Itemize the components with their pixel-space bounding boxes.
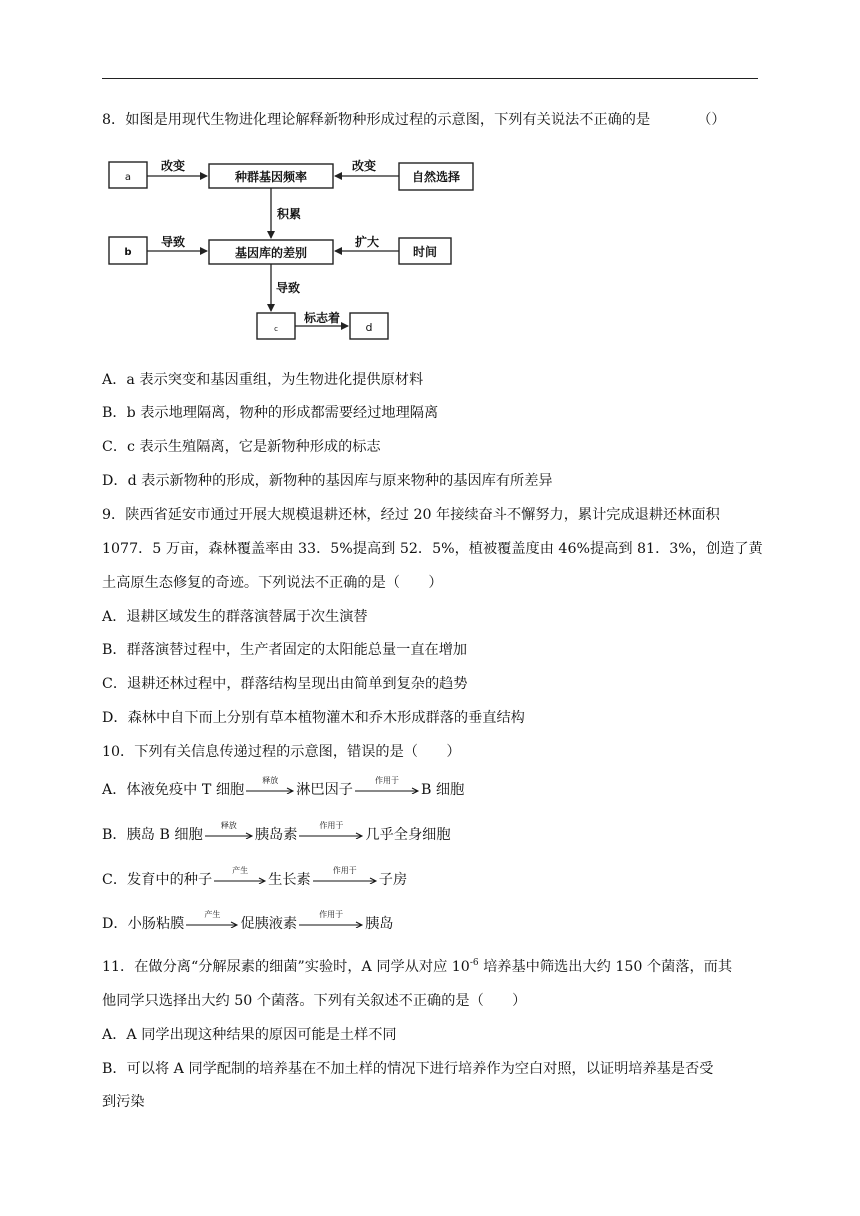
- box-natural-selection-label: 自然选择: [411, 170, 461, 184]
- q8-option-b: B．b 表示地理隔离，物种的形成都需要经过地理隔离: [102, 405, 439, 421]
- q10-d-source: D．小肠粘膜: [102, 916, 185, 932]
- q11-stem-line-1: [102, 957, 732, 977]
- q10-b-arrow-1: [204, 821, 254, 839]
- q10-d-arrow-2: [298, 910, 364, 928]
- q10-b-target: 几乎全身细胞: [365, 827, 451, 843]
- q10-a-signal: 淋巴因子: [296, 782, 353, 798]
- label-expand: 扩大: [354, 235, 380, 249]
- q10-a-arrow-1-label: 释放: [262, 776, 279, 785]
- label-change-1: 改变: [160, 159, 186, 173]
- q11-stem-part-2: 培养基中筛选出大约 150 个菌落，而其: [478, 959, 733, 975]
- q10-c-target: 子房: [378, 872, 408, 888]
- q10-b-arrow-2: [298, 821, 364, 839]
- box-d-label: d: [365, 321, 373, 334]
- q9-option-b: B．群落演替过程中，生产者固定的太阳能总量一直在增加: [102, 642, 468, 658]
- q10-b-signal: 胰岛素: [254, 827, 298, 843]
- q10-a-arrow-1: [245, 776, 295, 794]
- q9-option-c: C．退耕还林过程中，群落结构呈现出由简单到复杂的趋势: [102, 676, 468, 692]
- q9-stem-line-1: 9．陕西省延安市通过开展大规模退耕还林，经过 20 年接续奋斗不懈努力，累计完成退耕还林面积: [102, 507, 720, 523]
- label-lead-2: 导致: [275, 281, 301, 295]
- q9-stem-line-2: 1077．5 万亩，森林覆盖率由 33．5%提高到 52．5%，植被覆盖度由 46%提高到 81．3%，创造了黄: [102, 541, 763, 557]
- q8-option-d: D．d 表示新物种的形成，新物种的基因库与原来物种的基因库有所差异: [102, 473, 553, 489]
- q10-c-arrow-2: [312, 866, 378, 884]
- q10-d-arrow-1-label: 产生: [204, 910, 221, 919]
- q10-a-target: B 细胞: [421, 782, 465, 798]
- q8-stem-text: 8．如图是用现代生物进化理论解释新物种形成过程的示意图，下列有关说法不正确的是: [102, 112, 651, 128]
- q10-a-source: A．体液免疫中 T 细胞: [102, 782, 245, 798]
- box-time-label: 时间: [412, 245, 438, 259]
- q10-a-arrow-2-label: 作用于: [375, 776, 399, 785]
- q11-option-a: A．A 同学出现这种结果的原因可能是土样不同: [102, 1027, 397, 1043]
- q10-d-arrow-1: [185, 910, 239, 928]
- q10-option-c: [102, 866, 408, 890]
- q8-stem: [102, 110, 726, 130]
- q9-stem-line-3: 土高原生态修复的奇迹。下列说法不正确的是（ ）: [102, 575, 443, 591]
- q8-option-a: A．a 表示突变和基因重组，为生物进化提供原材料: [102, 372, 424, 388]
- evolution-diagram: [102, 150, 482, 350]
- q10-b-source: B．胰岛 B 细胞: [102, 827, 203, 843]
- q10-b-arrow-2-label: 作用于: [319, 821, 344, 830]
- q10-d-target: 胰岛: [365, 916, 394, 932]
- q11-stem-part-1: 11．在做分离“分解尿素的细菌”实验时，A 同学从对应 10: [102, 959, 470, 975]
- box-c-label: c: [274, 325, 278, 333]
- q10-b-arrow-1-label: 释放: [220, 821, 237, 830]
- q10-d-signal: 促胰液素: [240, 916, 298, 932]
- q8-option-c: C．c 表示生殖隔离，它是新物种形成的标志: [102, 439, 381, 455]
- q8-answer-bracket: （）: [697, 112, 726, 128]
- q10-c-signal: 生长素: [268, 872, 311, 888]
- box-b-label: b: [124, 247, 132, 258]
- q9-option-a: A．退耕区域发生的群落演替属于次生演替: [102, 609, 368, 625]
- label-accumulate: 积累: [276, 207, 302, 221]
- label-lead-1: 导致: [160, 235, 186, 249]
- q9-option-d: D．森林中自下而上分别有草本植物灌木和乔木形成群落的垂直结构: [102, 710, 525, 726]
- q10-a-arrow-2: [354, 776, 420, 794]
- header-rule: [102, 78, 758, 79]
- q10-c-arrow-1-label: 产生: [232, 866, 249, 875]
- q11-stem-line-2: 他同学只选择出大约 50 个菌落。下列有关叙述不正确的是（ ）: [102, 993, 527, 1009]
- label-marks: 标志着: [303, 311, 341, 325]
- q10-option-a: [102, 776, 465, 800]
- q10-option-b: [102, 821, 451, 845]
- box-gene-frequency-label: 种群基因频率: [234, 170, 308, 184]
- label-change-2: 改变: [351, 159, 377, 173]
- q10-option-d: [102, 910, 394, 934]
- box-a-label: a: [124, 172, 132, 183]
- q10-c-arrow-1: [213, 866, 267, 884]
- q10-d-arrow-2-label: 作用于: [319, 910, 344, 919]
- q10-stem: 10．下列有关信息传递过程的示意图，错误的是（ ）: [102, 744, 461, 760]
- q11-option-b-cont: 到污染: [102, 1094, 145, 1110]
- q10-c-arrow-2-label: 作用于: [332, 866, 357, 875]
- box-gene-pool-label: 基因库的差别: [234, 246, 308, 260]
- q11-dilution-exponent: -6: [469, 958, 479, 968]
- q10-c-source: C．发育中的种子: [102, 872, 213, 888]
- q11-option-b: B．可以将 A 同学配制的培养基在不加土样的情况下进行培养作为空白对照，以证明培养基是否受: [102, 1061, 714, 1077]
